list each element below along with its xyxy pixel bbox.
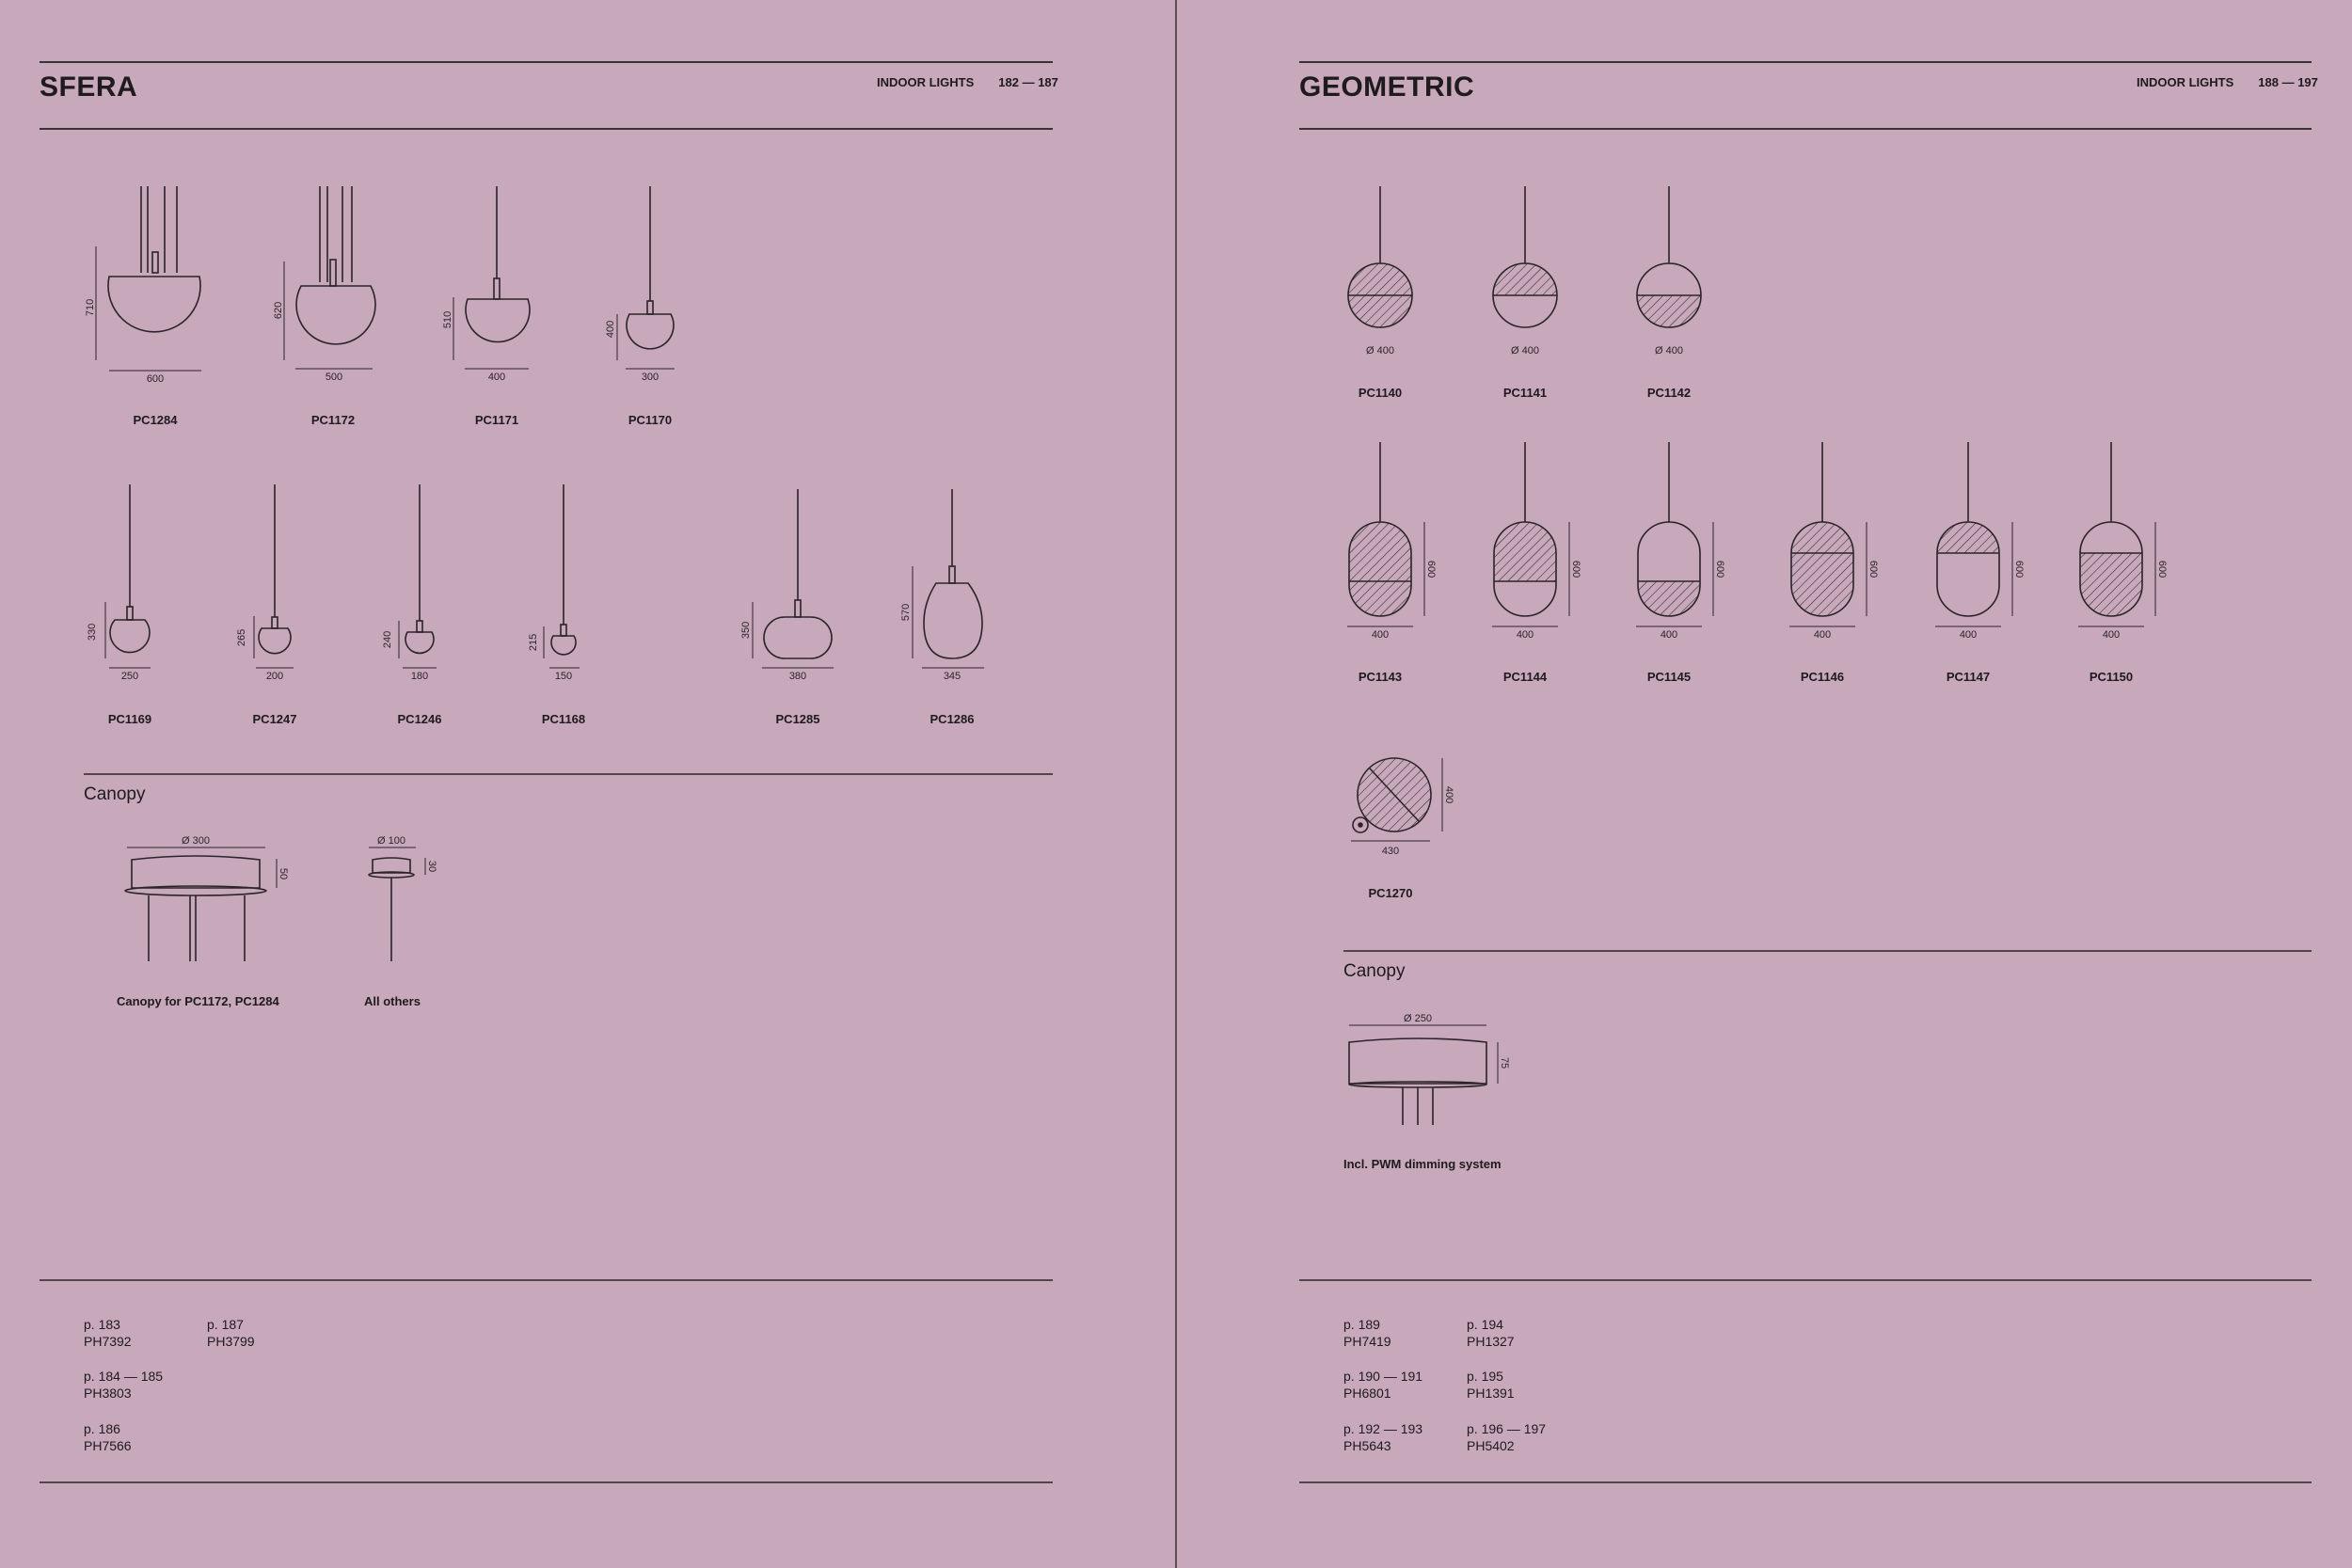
page-title: GEOMETRIC bbox=[1299, 71, 1475, 103]
height-dim: 510 bbox=[442, 310, 453, 329]
height-dim: 400 bbox=[605, 320, 616, 339]
width-dim: 500 bbox=[325, 372, 343, 383]
diameter-dim: Ø 400 bbox=[1366, 345, 1394, 356]
product-code: PC1143 bbox=[1358, 670, 1403, 684]
page-range: 188 — 197 bbox=[2258, 75, 2318, 89]
ref-page: p. 190 — 191 bbox=[1343, 1369, 1423, 1384]
product-code: PC1147 bbox=[1946, 670, 1991, 684]
width-dim: 380 bbox=[788, 671, 807, 682]
page-reference bbox=[84, 1316, 132, 1350]
width-dim: 430 bbox=[1381, 846, 1400, 857]
width-dim: 400 bbox=[1371, 629, 1390, 641]
width-dim: 300 bbox=[641, 372, 660, 383]
ref-code: PH3803 bbox=[84, 1386, 132, 1401]
height-dim: 600 bbox=[2156, 560, 2168, 578]
canopy-heading: Canopy bbox=[84, 784, 146, 804]
product-code: PC1246 bbox=[397, 712, 442, 726]
height-dim: 30 bbox=[426, 860, 437, 873]
diameter-dim: Ø 300 bbox=[182, 835, 210, 847]
width-dim: 150 bbox=[554, 671, 573, 682]
height-dim: 620 bbox=[273, 301, 284, 320]
product-code: PC1172 bbox=[310, 413, 356, 427]
product-code: PC1171 bbox=[474, 413, 519, 427]
height-dim: 570 bbox=[900, 603, 912, 622]
product-code: PC1142 bbox=[1646, 386, 1692, 400]
ref-code: PH7566 bbox=[84, 1438, 132, 1453]
height-dim: 600 bbox=[1570, 560, 1581, 578]
product-code: PC1169 bbox=[107, 712, 152, 726]
ref-page: p. 196 — 197 bbox=[1467, 1421, 1547, 1436]
page-title: SFERA bbox=[40, 71, 138, 103]
width-dim: 400 bbox=[1813, 629, 1832, 641]
product-code: PC1285 bbox=[775, 712, 820, 726]
product-code: PC1286 bbox=[930, 712, 975, 726]
canopy-heading: Canopy bbox=[1343, 961, 1406, 981]
product-code: PC1144 bbox=[1502, 670, 1548, 684]
page-reference bbox=[207, 1316, 255, 1350]
product-code: PC1146 bbox=[1800, 670, 1845, 684]
page-range: 182 — 187 bbox=[998, 75, 1058, 89]
product-code: PC1168 bbox=[541, 712, 586, 726]
page-reference bbox=[1467, 1420, 1546, 1454]
height-dim: 215 bbox=[528, 633, 539, 652]
width-dim: 400 bbox=[1516, 629, 1534, 641]
product-code: PC1140 bbox=[1358, 386, 1403, 400]
ref-code: PH5643 bbox=[1343, 1438, 1391, 1453]
height-dim: 350 bbox=[740, 621, 752, 640]
width-dim: 400 bbox=[1660, 629, 1678, 641]
width-dim: 180 bbox=[410, 671, 429, 682]
ref-code: PH7419 bbox=[1343, 1334, 1391, 1349]
diameter-dim: Ø 400 bbox=[1655, 345, 1683, 356]
width-dim: 345 bbox=[943, 671, 961, 682]
page-reference bbox=[1343, 1420, 1422, 1454]
product-code: PC1284 bbox=[133, 413, 178, 427]
ref-page: p. 186 bbox=[84, 1421, 120, 1436]
product-code: PC1141 bbox=[1502, 386, 1548, 400]
diameter-dim: Ø 400 bbox=[1511, 345, 1539, 356]
right-page bbox=[1176, 0, 2351, 1568]
width-dim: 200 bbox=[265, 671, 284, 682]
ref-code: PH6801 bbox=[1343, 1386, 1391, 1401]
height-dim: 265 bbox=[236, 628, 247, 647]
height-dim: 600 bbox=[1425, 560, 1437, 578]
ref-page: p. 192 — 193 bbox=[1343, 1421, 1423, 1436]
ref-code: PH7392 bbox=[84, 1334, 132, 1349]
ref-page: p. 194 bbox=[1467, 1317, 1503, 1332]
product-code: PC1270 bbox=[1368, 886, 1413, 900]
product-code: PC1170 bbox=[628, 413, 673, 427]
ref-page: p. 195 bbox=[1467, 1369, 1503, 1384]
product-code: PC1145 bbox=[1646, 670, 1692, 684]
category-label: INDOOR LIGHTS bbox=[2137, 75, 2234, 89]
page-reference bbox=[1343, 1368, 1422, 1402]
height-dim: 600 bbox=[1867, 560, 1879, 578]
ref-code: PH3799 bbox=[207, 1334, 255, 1349]
width-dim: 400 bbox=[2102, 629, 2121, 641]
ref-page: p. 183 bbox=[84, 1317, 120, 1332]
canopy-caption: Canopy for PC1172, PC1284 bbox=[117, 994, 279, 1008]
canopy-caption: Incl. PWM dimming system bbox=[1343, 1157, 1502, 1171]
height-dim: 240 bbox=[382, 630, 393, 649]
sfera-dimensions bbox=[0, 0, 1175, 1568]
height-dim: 400 bbox=[1443, 785, 1454, 804]
page-reference bbox=[1343, 1316, 1391, 1350]
height-dim: 710 bbox=[85, 298, 96, 317]
ref-page: p. 189 bbox=[1343, 1317, 1380, 1332]
ref-page: p. 184 — 185 bbox=[84, 1369, 164, 1384]
ref-code: PH1327 bbox=[1467, 1334, 1515, 1349]
diameter-dim: Ø 100 bbox=[377, 835, 405, 847]
width-dim: 600 bbox=[146, 373, 165, 385]
product-code: PC1150 bbox=[2089, 670, 2134, 684]
page-reference bbox=[84, 1368, 163, 1402]
ref-code: PH5402 bbox=[1467, 1438, 1515, 1453]
page-reference bbox=[1467, 1368, 1515, 1402]
category-label: INDOOR LIGHTS bbox=[877, 75, 975, 89]
height-dim: 75 bbox=[1499, 1056, 1510, 1069]
canopy-caption: All others bbox=[364, 994, 421, 1008]
page-reference bbox=[1467, 1316, 1515, 1350]
height-dim: 600 bbox=[1714, 560, 1725, 578]
height-dim: 600 bbox=[2013, 560, 2025, 578]
width-dim: 250 bbox=[120, 671, 139, 682]
height-dim: 50 bbox=[278, 867, 289, 880]
diameter-dim: Ø 250 bbox=[1404, 1013, 1432, 1024]
page-reference bbox=[84, 1420, 132, 1454]
ref-code: PH1391 bbox=[1467, 1386, 1515, 1401]
ref-page: p. 187 bbox=[207, 1317, 244, 1332]
width-dim: 400 bbox=[1959, 629, 1978, 641]
product-code: PC1247 bbox=[252, 712, 297, 726]
left-page bbox=[0, 0, 1175, 1568]
height-dim: 330 bbox=[87, 623, 98, 641]
width-dim: 400 bbox=[487, 372, 506, 383]
